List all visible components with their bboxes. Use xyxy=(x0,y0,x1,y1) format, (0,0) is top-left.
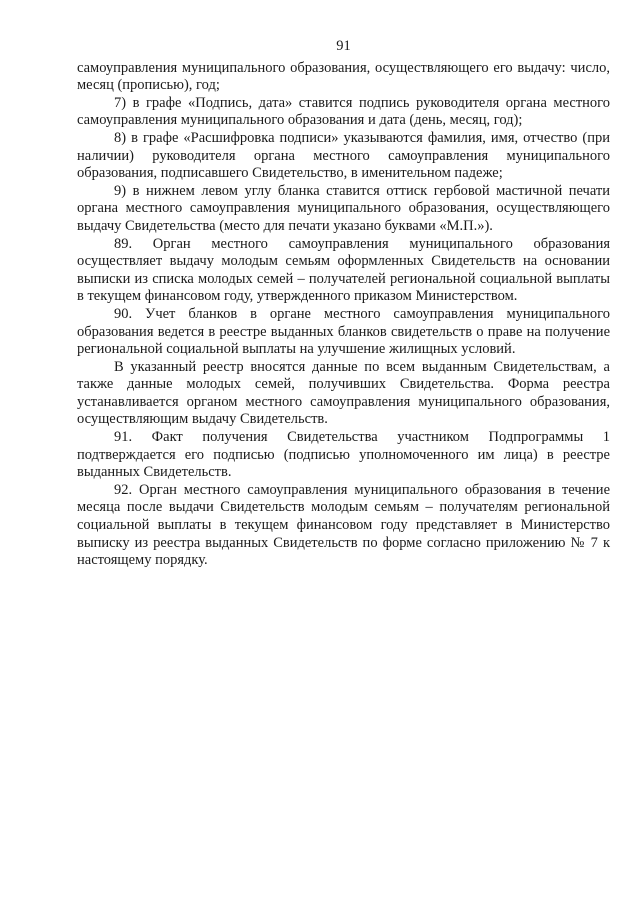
page-number: 91 xyxy=(336,38,351,54)
paragraph-item-7: 7) в графе «Подпись, дата» ставится подпись руководителя органа местного самоуправления муниципального образования и дата (день, месяц, год); xyxy=(77,94,610,129)
paragraph-89: 89. Орган местного самоуправления муниципального образования осуществляет выдачу молодым семьям оформленных Свидетельств на основании выписки из списка молодых семей – получателей региональной социальной выплаты в текущем финансовом году, утвержденного приказом Министерством. xyxy=(77,235,610,305)
paragraph-91: 91. Факт получения Свидетельства участником Подпрограммы 1 подтверждается его подписью (подписью уполномоченного им лица) в реестре выданных Свидетельств. xyxy=(77,429,610,481)
paragraph-item-8: 8) в графе «Расшифровка подписи» указываются фамилия, имя, отчество (при наличии) руководителя органа местного самоуправления муниципального образования, подписавшего Свидетельство, в именительном падеже; xyxy=(77,129,610,182)
paragraph-continuation: самоуправления муниципального образования, осуществляющего его выдачу: число, месяц (прописью), год; xyxy=(77,59,610,94)
paragraph-90-registry: В указанный реестр вносятся данные по всем выданным Свидетельствам, а также данные молодых семей, получивших Свидетельства. Форма реестра устанавливается органом местного самоуправления муниципального образования, осуществляющим выдачу Свидетельств. xyxy=(77,358,610,428)
paragraph-item-9: 9) в нижнем левом углу бланка ставится оттиск гербовой мастичной печати органа местного самоуправления муниципального образования, осуществляющего выдачу Свидетельства (место для печати указано буквами «М.П.»). xyxy=(77,182,610,234)
paragraph-90: 90. Учет бланков в органе местного самоуправления муниципального образования ведется в реестре выданных бланков свидетельств о праве на получение региональной социальной выплаты на улучшение жилищных условий. xyxy=(77,305,610,358)
document-page xyxy=(77,38,610,570)
paragraph-92: 92. Орган местного самоуправления муниципального образования в течение месяца после выдачи Свидетельств молодым семьям – получателям региональной социальной выплаты в текущем финансовом году представляет в Министерство выписку из реестра выданных Свидетельств по форме согласно приложению № 7 к настоящему порядку. xyxy=(77,481,610,569)
